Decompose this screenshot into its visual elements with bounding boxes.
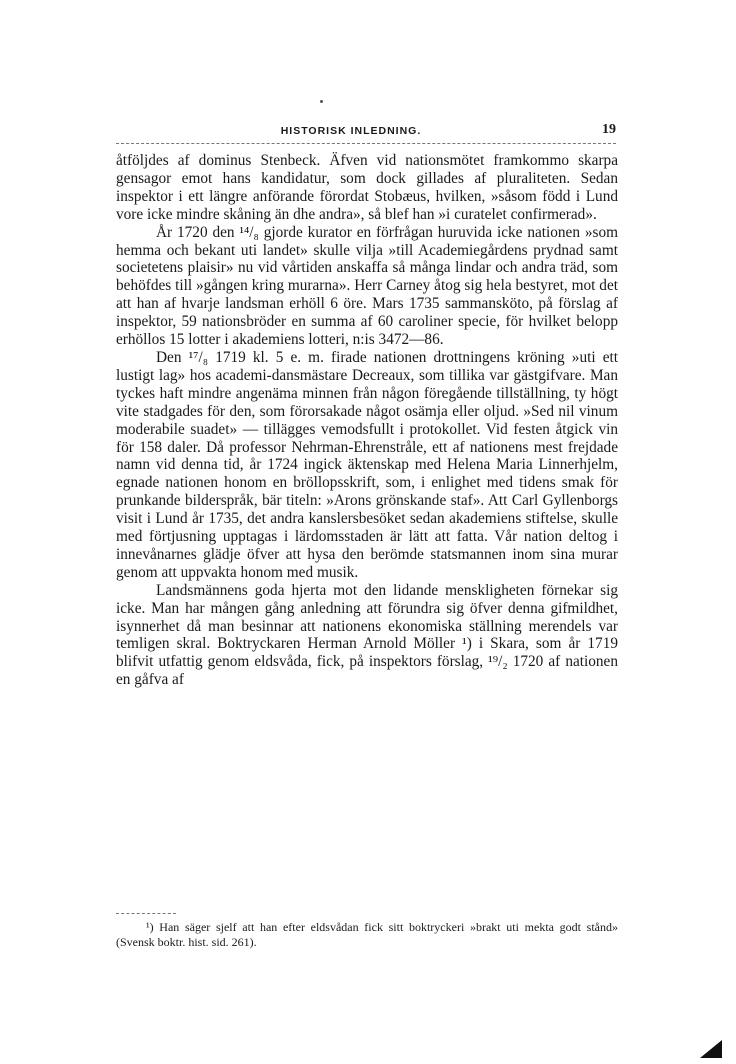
header-rule — [116, 143, 616, 144]
footnote — [116, 920, 618, 950]
body-text — [116, 152, 618, 689]
page-number: 19 — [602, 122, 616, 137]
paragraph-3: Den ¹⁷/₈ 1719 kl. 5 e. m. firade nationen drottningens kröning »uti ett lustigt lag» hos academi-dansmästare Decreaux, som tillika var gästgifvare. Man tyckes haft mindre angenäma minnen från någon föregående tillställning, ty högt vite stadgades för den, som förorsakade något osämja eller oljud. »Sed nil vinum moderabile suadet» — tillägges vemodsfullt i protokollet. Vid festen åtgick vin för 158 daler. Då professor Nehrman-Ehrenstråle, ett af nationens mest frejdade namn vid denna tid, år 1724 ingick äktenskap med Helena Maria Linnerhjelm, egnade nationen honom en bröllopsskrift, som, i enlighet med tidens smak för prunkande bilderspråk, bär titeln: »Arons grönskande staf». Att Carl Gyllenborgs visit i Lund år 1735, det andra kanslersbesöket sedan akademiens stiftelse, skulle med förtjusning upptagas i lärdomsstaden är lätt att fatta. Vår nation deltog i innevånarnes glädje öfver att hysa den berömde statsmannen inom sina murar genom att uppvakta honom med musik. — [116, 348, 618, 581]
paragraph-1: åtföljdes af dominus Stenbeck. Äfven vid nationsmötet framkommo skarpa gensagor emot hans kandidatur, som dock gillades af pluraliteten. Sedan inspektor i ett längre anförande förordat Stobæus, hvilken, »såsom född i Lund vore icke mindre skåning än dhe andra», så blef han »i curatelet confirmerad». — [116, 152, 618, 223]
footnote-rule — [116, 913, 176, 914]
running-title: HISTORISK INLEDNING. — [280, 125, 422, 137]
paragraph-4: Landsmännens goda hjerta mot den lidande menskligheten förnekar sig icke. Man har mången gång anledning att förundra sig öfver denna gifmildhet, isynnerhet då man besinnar att nationens ekonomiska ställning merendels var temligen skral. Boktryckaren Herman Arnold Möller ¹) i Skara, som år 1719 blifvit utfattig genom eldsvåda, fick, på inspektors förslag, ¹⁹/₂ 1720 af nationen en gåfva af — [116, 581, 618, 689]
ink-speck — [320, 100, 323, 103]
paragraph-2: År 1720 den ¹⁴/₈ gjorde kurator en förfrågan huruvida icke nationen »som hemma och bekant uti landet» skulle vilja »till Academiegårdens prydnad samt societetens plaisir» nu vid vårtiden anskaffa så många lindar och andra träd, som behöfdes till »gången kring murarna». Herr Carney åtog sig hela bestyret, mot det att han af hvarje landsman erhöll 6 öre. Mars 1735 sammansköto, på förslag af inspektor, 59 nationsbröder en summa af 60 caroliner specie, för hvilket belopp erhöllos 15 lotter i akademiens lotteri, n:is 3472—86. — [116, 223, 618, 349]
footnote-text: ¹) Han säger sjelf att han efter eldsvådan fick sitt boktryckeri »brakt uti mekta godt stånd» (Svensk boktr. hist. sid. 261). — [116, 920, 618, 949]
running-head — [116, 122, 616, 142]
corner-page-mark — [700, 1040, 722, 1058]
